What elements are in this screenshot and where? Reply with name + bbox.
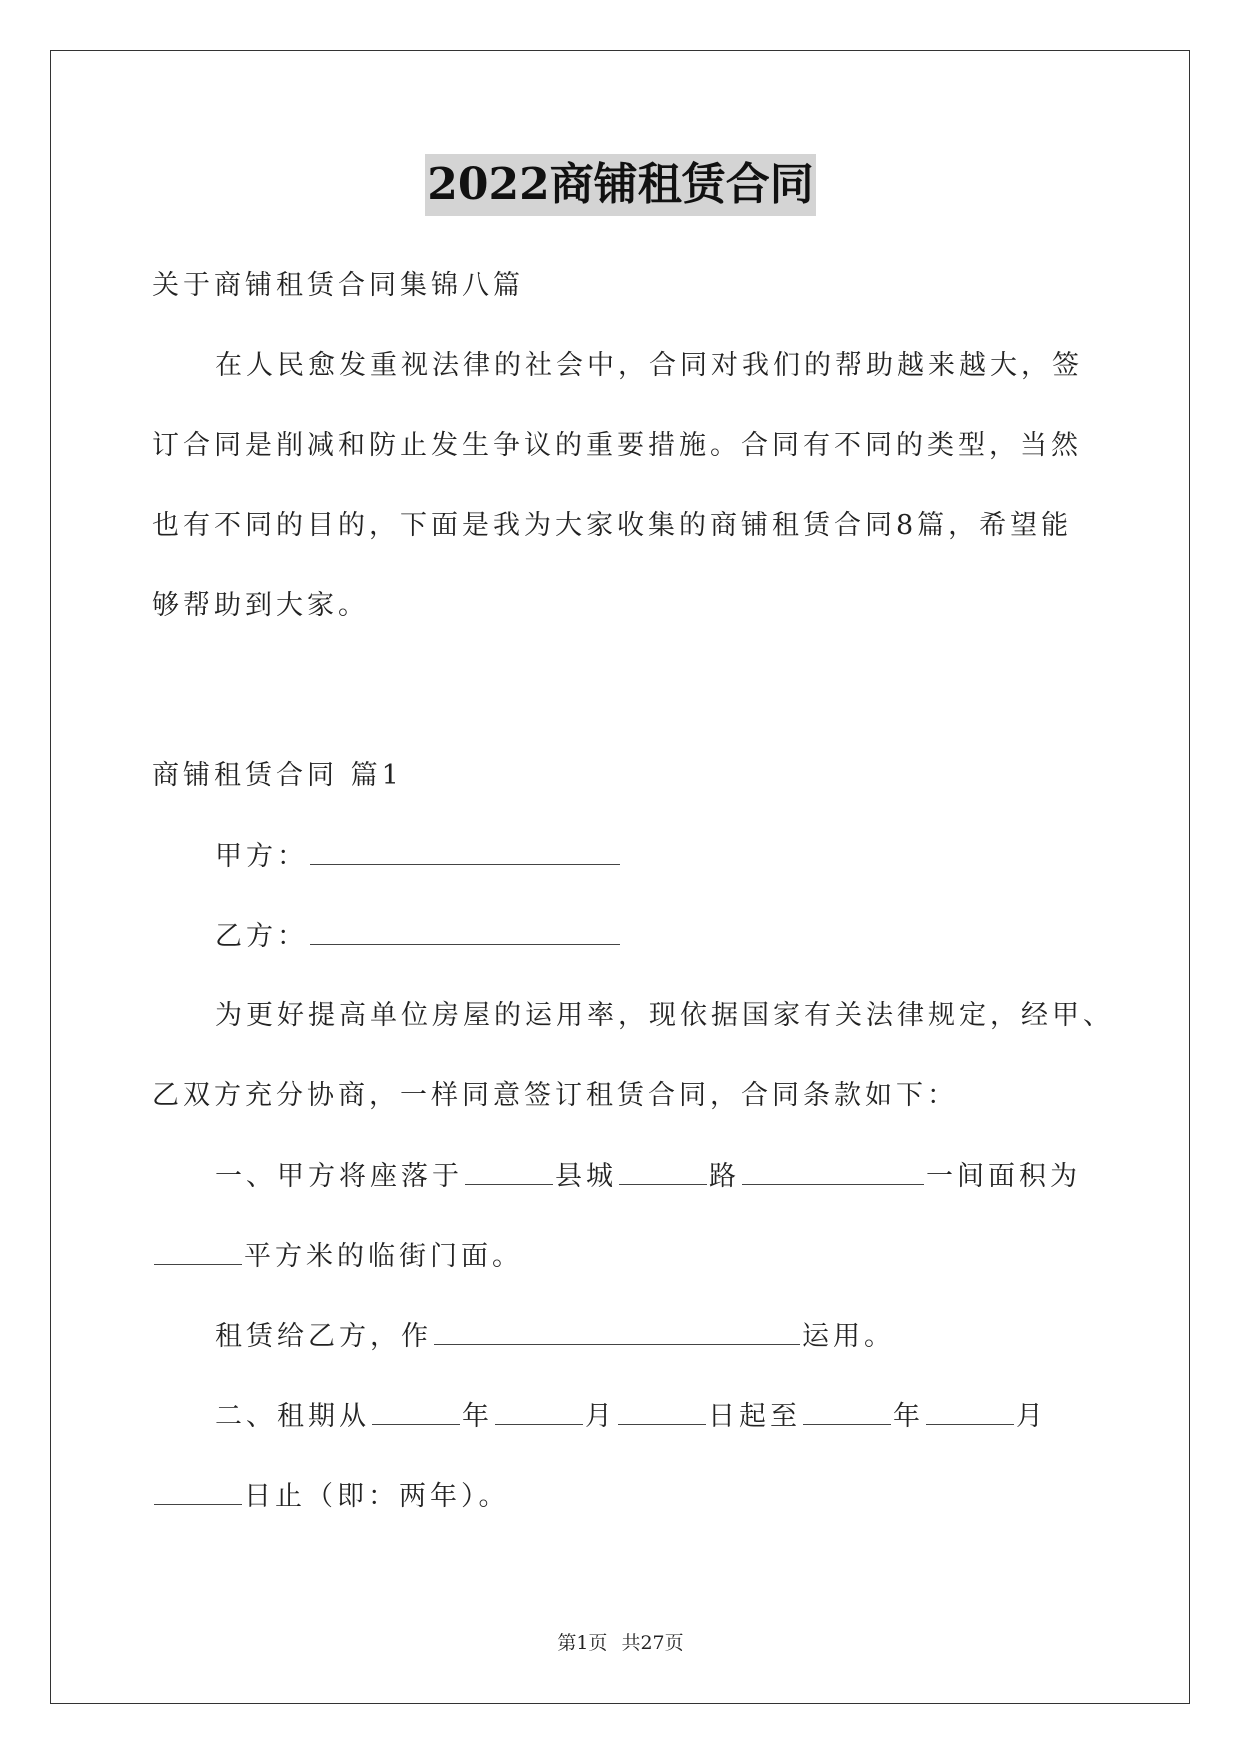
- clause2-text-4: 日起至: [708, 1401, 801, 1432]
- party-b-blank: [310, 918, 620, 945]
- page-footer: [0, 1628, 1241, 1655]
- clause1b-line: [215, 1318, 895, 1355]
- party-a-blank: [310, 838, 620, 865]
- clause2-text-3: 月: [585, 1401, 616, 1432]
- area-blank: [154, 1238, 242, 1265]
- start-day-blank: [618, 1398, 706, 1425]
- clause2-text-1: 二、租期从: [215, 1401, 370, 1432]
- start-month-blank: [495, 1398, 583, 1425]
- document-subtitle: 关于商铺租赁合同集锦八篇: [152, 270, 524, 301]
- clause1b-text-1: 租赁给乙方，作: [215, 1321, 432, 1352]
- preamble-line-2: 乙双方充分协商，一样同意签订租赁合同，合同条款如下：: [152, 1080, 958, 1111]
- intro-line-4: 够帮助到大家。: [152, 590, 369, 621]
- intro-line-1: 在人民愈发重视法律的社会中，合同对我们的帮助越来越大，签: [215, 350, 1083, 381]
- clause2-text-2: 年: [462, 1401, 493, 1432]
- section-heading: 商铺租赁合同 篇1: [152, 760, 403, 791]
- end-month-blank: [926, 1398, 1014, 1425]
- clause2-text-7: 日止（即：两年）。: [244, 1481, 510, 1512]
- party-b-label: 乙方：: [215, 921, 308, 952]
- end-day-blank: [154, 1478, 242, 1505]
- clause2-text-6: 月: [1016, 1401, 1047, 1432]
- total-pages: 共27页: [621, 1632, 684, 1654]
- document-title: 2022商铺租赁合同: [425, 154, 815, 216]
- road-blank: [619, 1158, 707, 1185]
- party-a-line: [215, 838, 622, 875]
- clause1-line-1: [215, 1158, 1081, 1195]
- clause1-text-5: 平方米的临街门面。: [244, 1241, 523, 1272]
- clause2-line-2: [152, 1478, 510, 1515]
- clause1-text-2: 县城: [555, 1161, 617, 1192]
- clause2-text-5: 年: [893, 1401, 924, 1432]
- intro-line-2: 订合同是削减和防止发生争议的重要措施。合同有不同的类型，当然: [152, 430, 1082, 461]
- usage-blank: [434, 1318, 800, 1345]
- start-year-blank: [372, 1398, 460, 1425]
- party-a-label: 甲方：: [215, 841, 308, 872]
- clause1b-text-2: 运用。: [802, 1321, 895, 1352]
- address-blank: [742, 1158, 924, 1185]
- intro-line-3: 也有不同的目的，下面是我为大家收集的商铺租赁合同8篇，希望能: [152, 510, 1073, 541]
- clause1-text-4: 一间面积为: [926, 1161, 1081, 1192]
- page-number: 第1页: [557, 1632, 608, 1654]
- clause1-text-1: 一、甲方将座落于: [215, 1161, 463, 1192]
- clause1-text-3: 路: [709, 1161, 740, 1192]
- title-container: [0, 154, 1241, 216]
- clause1-line-2: [152, 1238, 523, 1275]
- party-b-line: [215, 918, 622, 955]
- county-blank: [465, 1158, 553, 1185]
- end-year-blank: [803, 1398, 891, 1425]
- clause2-line-1: [215, 1398, 1047, 1435]
- preamble-line-1: 为更好提高单位房屋的运用率，现依据国家有关法律规定，经甲、: [215, 1000, 1114, 1031]
